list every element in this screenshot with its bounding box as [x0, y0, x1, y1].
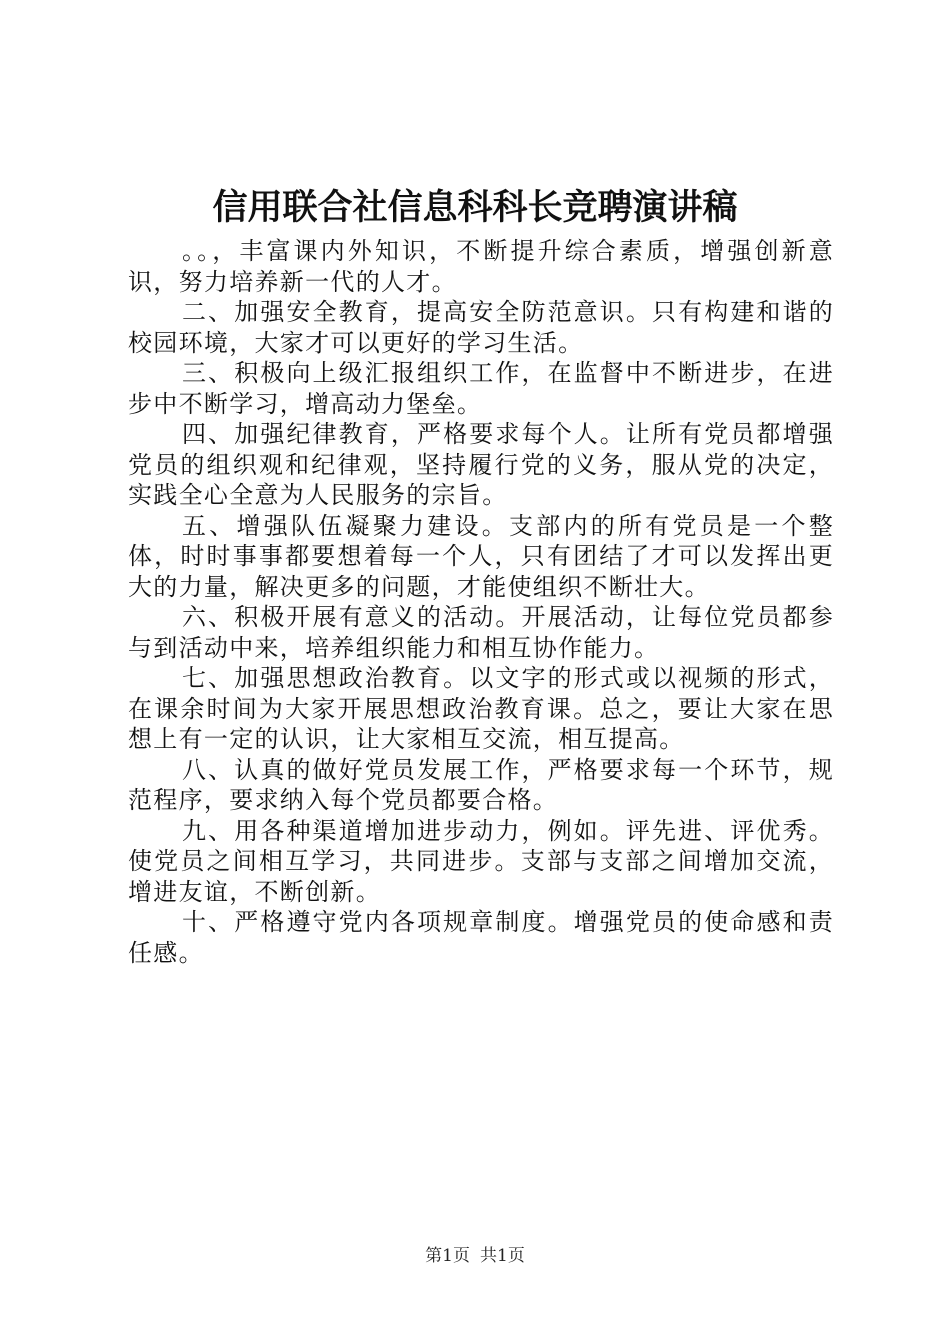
paragraph-2: 二、加强安全教育，提高安全防范意识。只有构建和谐的校园环境，大家才可以更好的学习生活。: [128, 298, 834, 357]
paragraph-6: 六、积极开展有意义的活动。开展活动，让每位党员都参与到活动中来，培养组织能力和相互协作能力。: [128, 603, 834, 662]
paragraph-4: 四、加强纪律教育，严格要求每个人。让所有党员都增强党员的组织观和纪律观，坚持履行党的义务，服从党的决定，实践全心全意为人民服务的宗旨。: [128, 420, 834, 509]
paragraph-3: 三、积极向上级汇报组织工作，在监督中不断进步，在进步中不断学习，增高动力堡垒。: [128, 359, 834, 418]
page-number: 第1页: [425, 1246, 470, 1266]
document-title: 信用联合社信息科科长竞聘演讲稿: [212, 187, 738, 228]
paragraph-10: 十、严格遵守党内各项规章制度。增强党员的使命感和责任感。: [128, 908, 834, 967]
paragraph-9: 九、用各种渠道增加进步动力，例如。评先进、评优秀。使党员之间相互学习，共同进步。支部与支部之间增加交流，增进友谊，不断创新。: [128, 816, 834, 906]
paragraph-5: 五、增强队伍凝聚力建设。支部内的所有党员是一个整体，时时事事都要想着每一个人，只有团结了才可以发挥出更大的力量，解决更多的问题，才能使组织不断壮大。: [128, 511, 834, 601]
page-total: 共1页: [480, 1246, 525, 1266]
paragraph-1: 。。，丰富课内外知识，不断提升综合素质，增强创新意识，努力培养新一代的人才。: [128, 237, 834, 296]
document-body: [128, 236, 834, 968]
paragraph-7: 七、加强思想政治教育。以文字的形式或以视频的形式，在课余时间为大家开展思想政治教育课。总之，要让大家在思想上有一定的认识，让大家相互交流，相互提高。: [128, 664, 834, 753]
paragraph-8: 八、认真的做好党员发展工作，严格要求每一个环节，规范程序，要求纳入每个党员都要合格。: [128, 755, 834, 814]
page-footer: [0, 1244, 950, 1268]
